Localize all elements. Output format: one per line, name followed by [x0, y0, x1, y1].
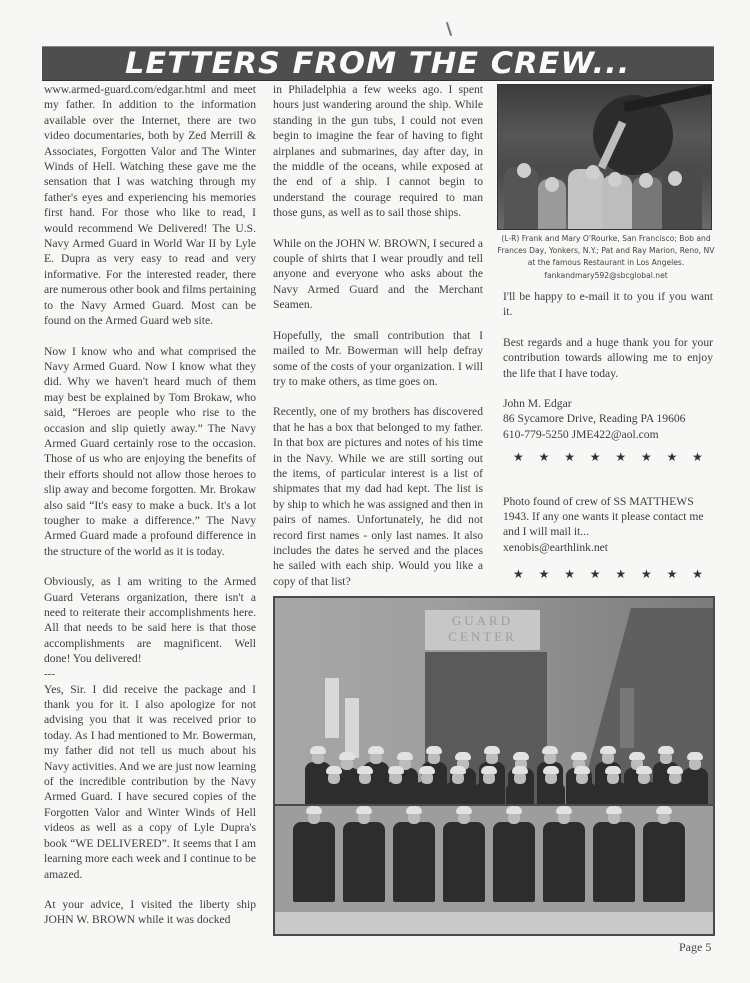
notice-text: Photo found of crew of SS MATTHEWS 1943. If any one wants it please contact me and I will mail it... — [503, 494, 704, 539]
sailor-figure — [593, 822, 635, 902]
sailor-cap — [426, 746, 442, 754]
sailor-cap — [484, 746, 500, 754]
paragraph: Best regards and a huge thank you for your contribution towards allowing me to enjoy the life that I have today. — [503, 335, 713, 380]
sailor-figure — [568, 782, 596, 806]
sailor-cap — [512, 766, 528, 774]
person-figure — [568, 169, 604, 229]
paragraph: Yes, Sir. I did receive the package and I thank you for it. I also apologize for not advising you that it was received prior to today. As I had mentioned to Mr. Bowerman, my father did not tell us much about his Navy activities. And we are just now learning of the incredible contribution by the Navy Armed Guard. I have secured copies of the Forgotten Valor and Winter Winds of Hell videos as well as a copy of Lyle Dupra's book “WE DELIVERED”. It seems that I am learning more each week and I continue to be amazed. — [44, 682, 256, 881]
scan-mark — [446, 22, 452, 36]
sailor-cap — [606, 806, 622, 814]
sailor-cap — [600, 746, 616, 754]
pavement — [275, 912, 713, 934]
star-icon: ★ — [692, 450, 703, 465]
paragraph: Hopefully, the small contribution that I mailed to Mr. Bowerman will help defray some of the costs of your organization. I will try to make others, as time goes on. — [273, 328, 483, 388]
paragraph: I'll be happy to e-mail it to you if you want it. — [503, 290, 713, 319]
star-icon: ★ — [666, 567, 678, 582]
star-divider — [503, 450, 713, 465]
sailor-figure — [630, 782, 658, 806]
star-icon: ★ — [615, 450, 627, 465]
star-icon: ★ — [666, 450, 678, 465]
sailor-figure — [599, 782, 627, 806]
star-divider — [503, 567, 713, 582]
caption-line: Frances Day, Yonkers, N.Y.; Pat and Ray Marion, Reno, NV — [497, 246, 715, 256]
sailor-cap — [339, 752, 355, 760]
star-icon: ★ — [538, 567, 550, 582]
sailor-cap — [368, 746, 384, 754]
sailor-figure — [661, 782, 689, 806]
page-title: LETTERS FROM THE CREW... — [125, 46, 631, 80]
sailor-cap — [543, 766, 559, 774]
crew-photo-lower — [273, 806, 715, 936]
signature-name: John M. Edgar — [503, 397, 572, 411]
sailor-cap — [656, 806, 672, 814]
sailor-figure — [643, 822, 685, 902]
sailor-figure — [320, 782, 348, 806]
sailor-cap — [636, 766, 652, 774]
star-icon: ★ — [640, 567, 652, 582]
sign-line: CENTER — [448, 629, 517, 644]
star-icon: ★ — [538, 450, 550, 465]
sailor-figure — [537, 782, 565, 806]
star-icon: ★ — [615, 567, 627, 582]
sailor-cap — [658, 746, 674, 754]
caption-line: (L-R) Frank and Mary O'Rourke, San Francisco; Bob and — [501, 234, 711, 243]
person-head — [639, 173, 653, 188]
sailor-cap — [571, 752, 587, 760]
caption-line: at the famous Restaurant in Los Angeles. — [527, 258, 685, 268]
sailor-figure — [543, 822, 585, 902]
sailor-cap — [481, 766, 497, 774]
column-1 — [44, 82, 256, 943]
sailor-cap — [326, 766, 342, 774]
sailor-cap — [419, 766, 435, 774]
sailor-figure — [293, 822, 335, 902]
sailor-cap — [310, 746, 326, 754]
crew-photo — [273, 596, 715, 806]
star-icon: ★ — [589, 450, 601, 465]
person-head — [517, 163, 531, 178]
star-icon: ★ — [564, 567, 575, 582]
sailor-cap — [406, 806, 422, 814]
signature-contact: 610-779-5250 JME422@aol.com — [503, 427, 659, 441]
signature-block — [503, 396, 713, 442]
sailor-cap — [605, 766, 621, 774]
notice-email: xenobis@earthlink.net — [503, 540, 609, 554]
paragraph: Recently, one of my brothers has discovered that he has a box that belonged to my father. In that box are pictures and notes of his time in the Navy. While we are still sorting out the items, of particular interest is a list of shipmates that my dad had kept. The list is by ship to which he was assigned and then in pairs of names. Unfortunately, he did not record first names - only last names. It also includes the dates he served and the places he sailed with each ship. Would you like a copy of that list? — [273, 405, 483, 588]
star-icon: ★ — [640, 450, 652, 465]
sailor-figure — [444, 782, 472, 806]
sailor-figure — [443, 822, 485, 902]
sailor-cap — [542, 746, 558, 754]
person-head — [545, 177, 559, 192]
paragraph: While on the JOHN W. BROWN, I secured a couple of shirts that I wear proudly and tell anyone and everyone who asks about the Navy Armed Guard and the Merchant Seamen. — [273, 236, 483, 312]
sailor-cap — [397, 752, 413, 760]
reunion-photo — [497, 84, 712, 230]
star-icon: ★ — [513, 450, 524, 465]
star-icon: ★ — [692, 567, 703, 582]
person-head — [586, 165, 600, 180]
paragraph: Obviously, as I am writing to the Armed Guard Veterans organization, there isn't a need to reiterate their accomplishments here. All that needs to be said here is that those accomplishments are magnificent. Well done! You delivered! — [44, 575, 256, 666]
caption-email: fankandmary592@sbcglobal.net — [544, 270, 668, 280]
section-banner — [42, 46, 714, 81]
paragraph: www.armed-guard.com/edgar.html and meet my father. In addition to the information available over the Internet, there are two video documentaries, both by Zed Merrill & Associates, Forgotten Valor and The Winter Winds of Hell. Watching these gave me the sensation that I was watching through my father's eyes and experiencing his memories first hand. For those who like to read, I would recommend We Delivered! The U.S. Navy Armed Guard in World War II by Lyle E. Dupra as very easy to read and very informative. For the interested reader, there are numerous other book and films pertaining to the Navy Armed Guard. Most can be found on the Armed Guard web site. — [44, 83, 256, 328]
sailor-cap — [513, 752, 529, 760]
crew-group-back-rows — [275, 598, 713, 804]
paragraph: in Philadelphia a few weeks ago. I spent hours just wandering around the ship. While standing in the gun tubs, I could not even begin to imagine the fear of having to fight airplanes and submarines, day after day, in the middle of the oceans, while exposed at the end of a ship. I cannot begin to understand the courage required to man those guns, as well as to sail those ships. — [273, 83, 483, 220]
star-icon: ★ — [589, 567, 601, 582]
sign-line: GUARD — [451, 613, 514, 628]
sailor-figure — [475, 782, 503, 806]
star-icon: ★ — [564, 450, 575, 465]
sailor-cap — [667, 766, 683, 774]
sailor-cap — [506, 806, 522, 814]
sailor-cap — [455, 752, 471, 760]
sailor-cap — [629, 752, 645, 760]
sailor-figure — [413, 782, 441, 806]
sailor-cap — [456, 806, 472, 814]
sailor-cap — [357, 766, 373, 774]
signature-address: 86 Sycamore Drive, Reading PA 19606 — [503, 412, 686, 426]
sailor-cap — [306, 806, 322, 814]
sailor-figure — [393, 822, 435, 902]
column-2 — [273, 82, 483, 604]
page-number: Page 5 — [679, 940, 712, 954]
sailor-cap — [556, 806, 572, 814]
photo-caption — [497, 233, 715, 282]
sailor-cap — [450, 766, 466, 774]
sailor-cap — [388, 766, 404, 774]
person-head — [608, 172, 622, 187]
sailor-figure — [382, 782, 410, 806]
star-icon: ★ — [513, 567, 524, 582]
sailor-cap — [356, 806, 372, 814]
person-head — [668, 171, 682, 186]
separator: --- — [44, 667, 55, 680]
sailor-cap — [574, 766, 590, 774]
paragraph: Now I know who and what comprised the Navy Armed Guard. Now I know what they did. Why we haven't heard much of them may best be explained by Tom Brokaw, who said, “Heroes are people who rise to the occasion and slip quietly away.” The Navy Armed Guard certainly rose to the occasion. Those of us who are enjoying the benefits of their efforts should not allow those heroes to slip away and become forgotten. Mr. Brokaw also said “It's easy to make a buck. It's a lot tougher to make a difference.” The Navy Armed Guard made a profound difference in the structure of the world as it is today. — [44, 344, 256, 558]
sailor-cap — [687, 752, 703, 760]
column-3 — [503, 289, 713, 611]
sailor-figure — [493, 822, 535, 902]
sailor-figure — [343, 822, 385, 902]
paragraph: At your advice, I visited the liberty ship JOHN W. BROWN while it was docked — [44, 897, 256, 927]
sailor-figure — [351, 782, 379, 806]
sailor-figure — [506, 782, 534, 806]
